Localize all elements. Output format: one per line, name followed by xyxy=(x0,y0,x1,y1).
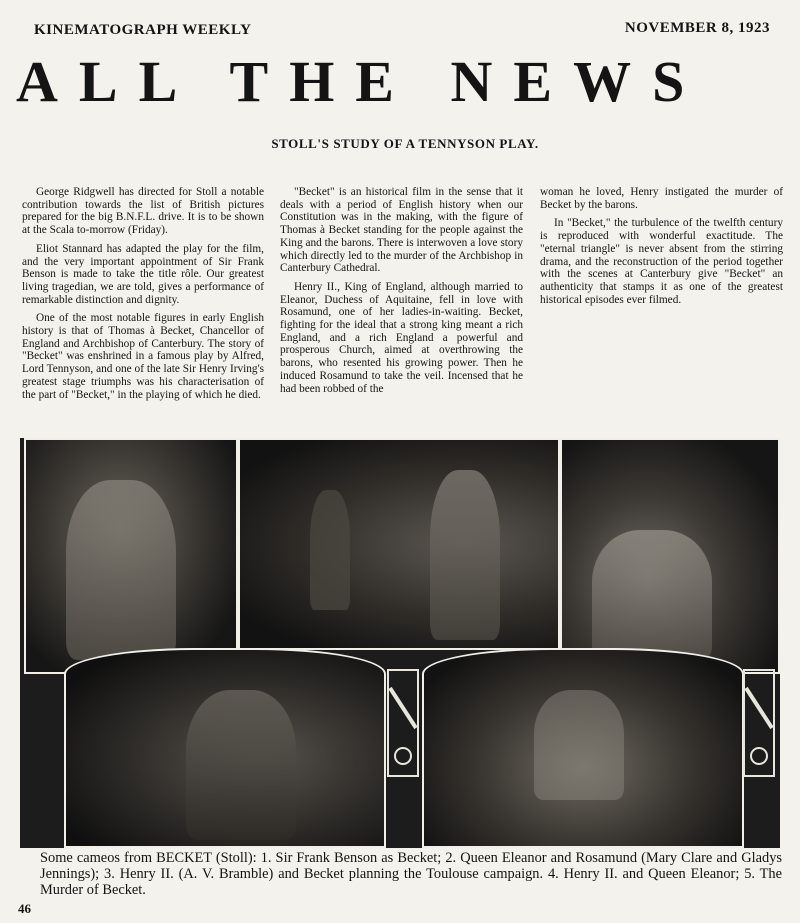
photo-henry-becket xyxy=(560,438,780,674)
photo-becket xyxy=(24,438,238,674)
photo-murder-of-becket xyxy=(422,648,744,848)
figure-silhouette xyxy=(592,530,712,660)
publication-name: KINEMATOGRAPH WEEKLY xyxy=(34,22,252,38)
photo-collage xyxy=(20,438,780,848)
paragraph: woman he loved, Henry instigated the murder of Becket by the barons. xyxy=(540,186,783,211)
paragraph: One of the most notable figures in early English history is that of Thomas à Becket, Chancellor of England and Archbishop of Canterbury. The story of "Becket" was enshrined in a famous play by Alfred, Lord Tennyson, and one of the late Sir Henry Irving's greatest stage triumphs was his characterisation of the part of "Becket," in the playing of which he died. xyxy=(22,312,264,401)
paragraph: George Ridgwell has directed for Stoll a notable contribution towards the list of British pictures prepared for the big B.N.F.L. drive. It is to be shown at the Scala to-morrow (Friday). xyxy=(22,186,264,237)
photo-caption: Some cameos from BECKET (Stoll): 1. Sir Frank Benson as Becket; 2. Queen Eleanor and Rosamund (Mary Clare and Gladys Jennings); 3. Henry II. (A. V. Bramble) and Becket planning the Toulouse campaign. 4. Henry II. and Queen Eleanor; 5. The Murder of Becket. xyxy=(40,850,782,898)
page-number: 46 xyxy=(18,901,31,916)
article-column-2 xyxy=(280,186,523,401)
arch-window xyxy=(534,690,624,800)
article-column-3 xyxy=(540,186,783,312)
article-column-1 xyxy=(22,186,264,407)
figure-silhouette xyxy=(66,480,176,660)
figure-silhouette xyxy=(186,690,296,840)
paragraph: In "Becket," the turbulence of the twelfth century is reproduced with wonderful exactitude. The "eternal triangle" is never absent from the stirring drama, and the reconstruction of the period together with the scenes at Canterbury give "Becket" an authenticity that stamps it as one of the greatest historical episodes ever filmed. xyxy=(540,217,783,306)
section-banner: ALL THE NEWS xyxy=(16,49,706,114)
paragraph: Henry II., King of England, although married to Eleanor, Duchess of Aquitaine, fell in love with Rosamund, one of her ladies-in-waiting. Becket, fighting for the ideal that a strong king meant a rich England, and a rich England a powerful and prosperous Church, aimed at overthrowing the barons, who resented his growing power. Then he induced Rosamund to take the veil. Incensed that he had been robbed of the xyxy=(280,280,523,395)
article-headline: STOLL'S STUDY OF A TENNYSON PLAY. xyxy=(271,136,539,151)
paragraph: "Becket" is an historical film in the sense that it deals with a period of English history when our Constitution was in the making, with the figure of Thomas à Becket standing for the people against the King and the barons. There is interwoven a love story which directly led to the murder of the Archbishop in Canterbury Cathedral. xyxy=(280,186,523,275)
figure-silhouette xyxy=(310,490,350,610)
ornament-icon xyxy=(386,668,420,778)
photo-eleanor-rosamund xyxy=(238,438,560,650)
paragraph: Eliot Stannard has adapted the play for the film, and the very important appointment of Sir Frank Benson is made to take the title rôle. Our greatest living tragedian, we are told, gives a performance of remarkable distinction and dignity. xyxy=(22,242,264,306)
photo-henry-eleanor xyxy=(64,648,386,848)
figure-silhouette xyxy=(430,470,500,640)
ornament-icon xyxy=(742,668,776,778)
issue-date: NOVEMBER 8, 1923 xyxy=(624,20,770,36)
